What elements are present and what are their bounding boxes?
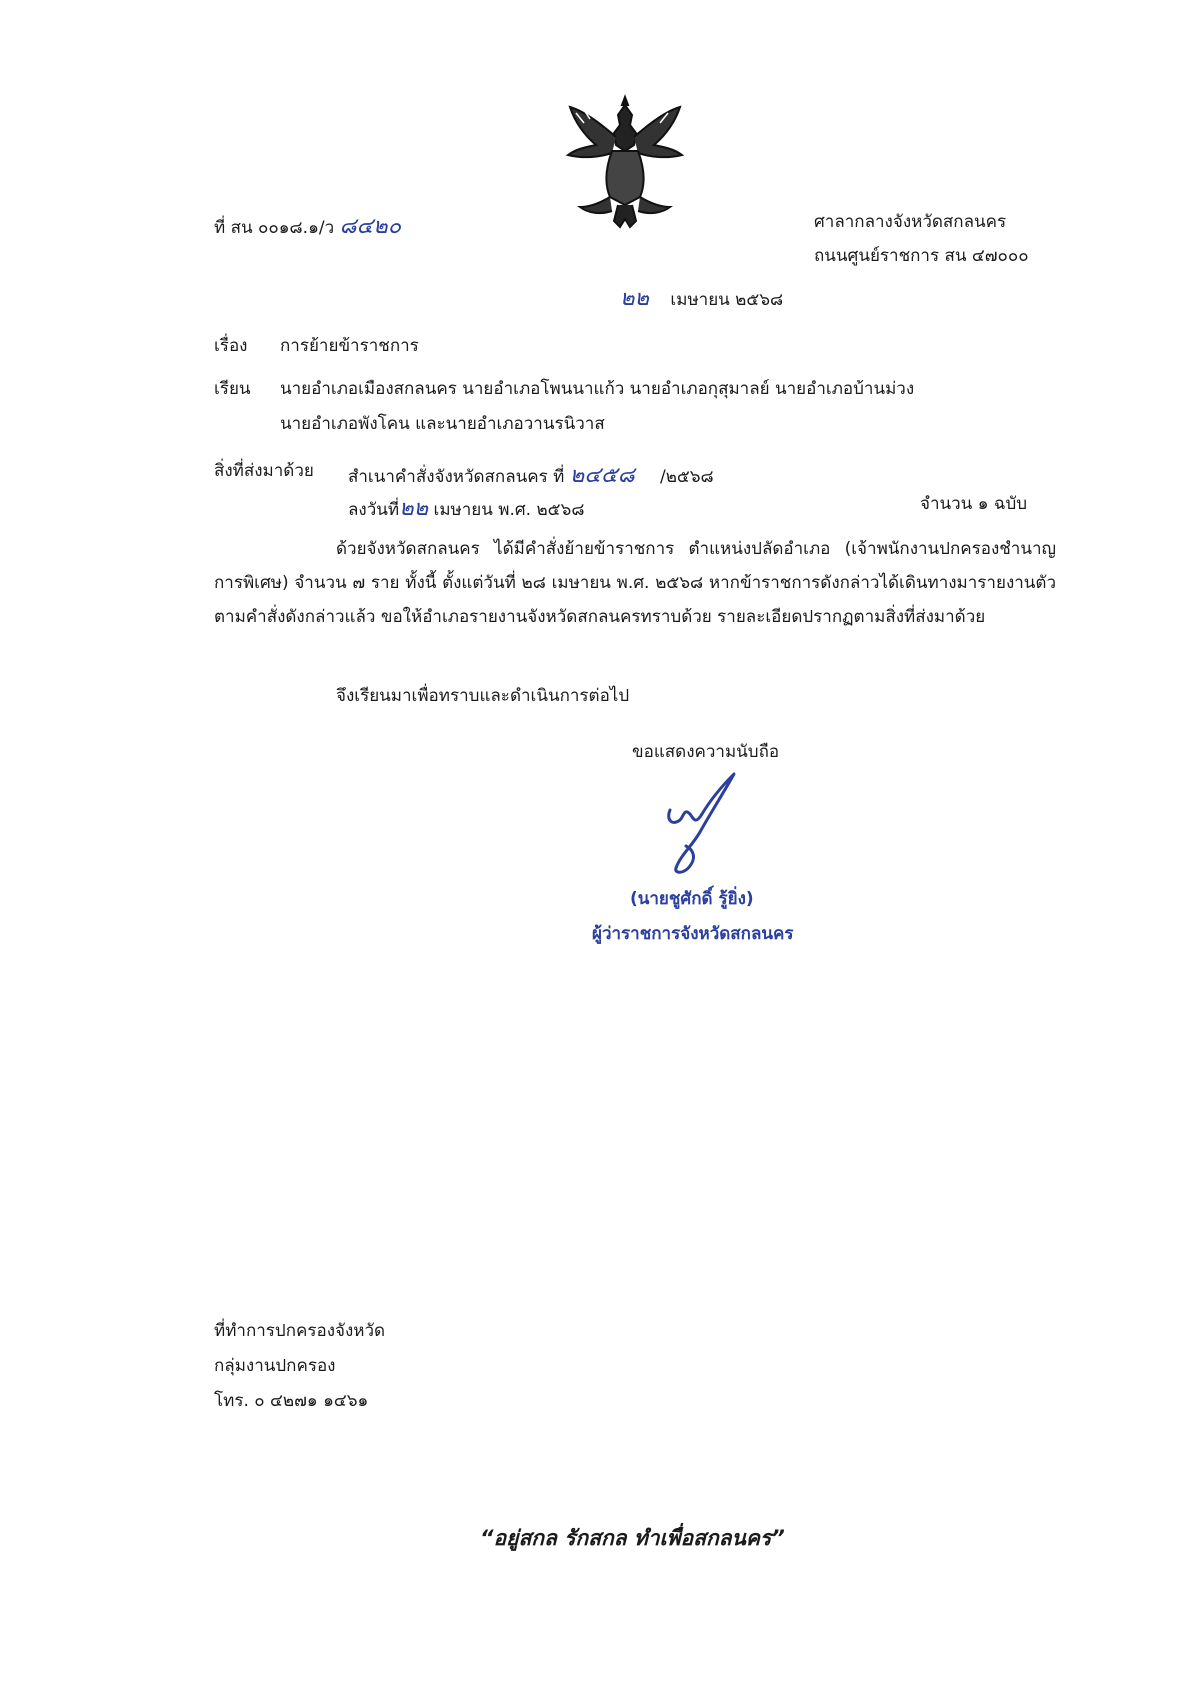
subject-label: เรื่อง bbox=[214, 336, 248, 356]
date-month-year: เมษายน ๒๕๖๘ bbox=[670, 290, 784, 310]
recipient-label: เรียน bbox=[214, 379, 251, 399]
date-day: ๒๒ bbox=[620, 286, 650, 311]
garuda-emblem-icon bbox=[560, 93, 690, 231]
office-address: ถนนศูนย์ราชการ สน ๔๗๐๐๐ bbox=[814, 246, 1029, 266]
enclosure-label: สิ่งที่ส่งมาด้วย bbox=[214, 461, 314, 481]
body-paragraph-1: ด้วยจังหวัดสกลนคร ได้มีคำสั่งย้ายข้าราชการ ตำแหน่งปลัดอำเภอ (เจ้าพนักงานปกครองชำนาญการพิเศษ) จำนวน ๗ ราย ทั้งนี้ ตั้งแต่วันที่ ๒๘ เมษายน พ.ศ. ๒๕๖๘ หากข้าราชการดังกล่าวได้เดินทางมารายงานตัวตามคำสั่งดังกล่าวแล้ว ขอให้อำเภอรายงานจังหวัดสกลนครทราบด้วย รายละเอียดปรากฏตามสิ่งที่ส่งมาด้วย bbox=[214, 539, 1056, 627]
enclosure-date-rest: เมษายน พ.ศ. ๒๕๖๘ bbox=[433, 500, 585, 520]
signer-title: ผู้ว่าราชการจังหวัดสกลนคร bbox=[592, 924, 794, 944]
recipient-line-1: นายอำเภอเมืองสกลนคร นายอำเภอโพนนาแก้ว นายอำเภอกุสุมาลย์ นายอำเภอบ้านม่วง bbox=[280, 379, 915, 399]
office-name: ศาลากลางจังหวัดสกลนคร bbox=[814, 212, 1007, 232]
reference-number: ๘๔๒๐ bbox=[339, 214, 402, 239]
enclosure-date-day: ๒๒ bbox=[399, 496, 429, 521]
enclosure-order-number: ๒๔๕๘ bbox=[569, 463, 635, 488]
subject-text: การย้ายข้าราชการ bbox=[280, 336, 419, 356]
enclosure-count: จำนวน ๑ ฉบับ bbox=[920, 494, 1028, 514]
footer-unit-2: กลุ่มงานปกครอง bbox=[214, 1356, 336, 1376]
body-paragraph-2: จึงเรียนมาเพื่อทราบและดำเนินการต่อไป bbox=[336, 686, 630, 706]
reference-prefix: ที่ สน ๐๐๑๘.๑/ว bbox=[214, 218, 335, 238]
recipient-line-2: นายอำเภอพังโคน และนายอำเภอวานรนิวาส bbox=[280, 414, 605, 434]
document-date bbox=[620, 280, 783, 315]
enclosure-order-year: /๒๕๖๘ bbox=[659, 467, 714, 487]
footer-unit-1: ที่ทำการปกครองจังหวัด bbox=[214, 1321, 386, 1341]
enclosure-line-1 bbox=[348, 457, 714, 492]
salutation: ขอแสดงความนับถือ bbox=[632, 742, 780, 762]
signer-name: (นายชูศักดิ์ รู้ยิ่ง) bbox=[630, 889, 754, 909]
document-reference bbox=[214, 208, 401, 243]
enclosure-date-prefix: ลงวันที่ bbox=[348, 500, 400, 520]
footer-phone: โทร. ๐ ๔๒๗๑ ๑๔๖๑ bbox=[214, 1391, 369, 1411]
enclosure-order-prefix: สำเนาคำสั่งจังหวัดสกลนคร ที่ bbox=[348, 467, 565, 487]
handwritten-signature bbox=[650, 770, 760, 878]
provincial-motto: “อยู่สกล รักสกล ทำเพื่อสกลนคร” bbox=[480, 1526, 785, 1550]
enclosure-line-2 bbox=[348, 490, 584, 525]
